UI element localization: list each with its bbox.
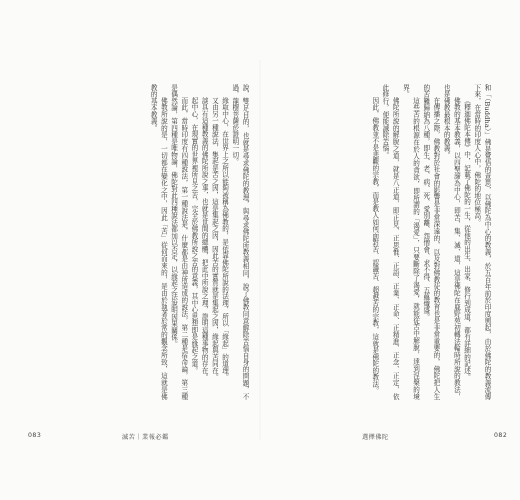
paragraph: 起中心，在現實的世界裡所見之苦，完全於佛教所說之苦的意義，其中心思想即是緣起之道。: [189, 97, 198, 374]
paragraph: 緣取中心，在世界上之所以能夠被稱為佛教的，是依靠佛陀所說的法理，所以「緣起」的道理。: [220, 97, 229, 381]
paragraph: 佛陀所說的解脫之道，就是八正道，即正見、正思惟、正語、正業、正命、正精進、正念、正定，依此修行，便能滅除苦惱。: [380, 84, 400, 400]
paragraph: 因此，佛教並不是悲觀的宗教，而是教人如何面對苦、認識苦、超越苦的宗教，這就是佛陀的教法。: [370, 97, 379, 395]
right-page: [262, 0, 518, 500]
book-gutter: [259, 60, 261, 440]
paragraph: 和「（Buddha）」佛是覺悟的意思，以佛陀為中心的教義，於五百年前於印度興起，由於佛陀的教義流傳下來，在當時的印度人心中，佛陀的地位極高。: [472, 84, 491, 400]
paragraph: 佛教的基本教義，以四聖諦為中心，即苦、集、滅、道，這是佛陀在鹿野苑初轉法輪時所說的教法，也是佛教最根本的教義。: [442, 84, 461, 400]
page-number: 082: [494, 432, 508, 439]
paragraph: 談具有這種教義的佛陀所說之事，也就是世間的總體，把此中所說之理，證明這種事物的存在。: [200, 97, 209, 381]
paragraph: 在傳播之際，佛教對於社會的影響是非常深遠的，以及對佛教徒的教育也是非常重要的，佛陀把人生的苦難歸納為八種，即生、老、病、死、愛別離、怨憎會、求不得、五蘊熾盛。: [421, 84, 440, 400]
paragraph: 又由另一種說法，集起是苦之因，這是集起之因，因此苦的實質就是集起之因，緣起與苦同在。: [210, 97, 219, 381]
paragraph: 說，雙足目的，也就是尋求佛陀的教理，與尋求佛陀所教義相同，說了佛教同意解除苦惱自身的問題，不過，龍樹菩薩於證明一切。: [230, 84, 249, 400]
paragraph: 佛教所說的是，一切都在變化之中，因此「苦」從何而來的，是由於執著於常的觀念所致，這就是佛教的基本教義。: [149, 84, 168, 400]
right-page-body: [276, 84, 492, 400]
running-head: 滅苦｜業報必鑑: [122, 434, 169, 441]
paragraph: 這些苦的根源在於人的貪欲，即所謂的「渴愛」，只要斷除了渴愛，就能從苦中解脫，達到涅槃的境界。: [401, 84, 420, 400]
left-page: [4, 0, 260, 500]
paragraph: 《釋迦佛陀本傳》中，記載了佛陀的一生，從他的出生、出家、修行到成道，都有詳細的記述。: [462, 97, 471, 381]
paragraph: 而此，當時印度有四種說法，第一種說法是，什麼都是由神所造成的說法，第二種是宿命論，第三種是偶然論，第四種是唯物論，佛陀對此四種說法都加以否定，以緣起之法說明因果關係。: [169, 84, 188, 400]
left-page-body: [32, 84, 250, 400]
running-head: 選擇佛陀: [362, 434, 389, 441]
page-number: 083: [28, 432, 42, 439]
